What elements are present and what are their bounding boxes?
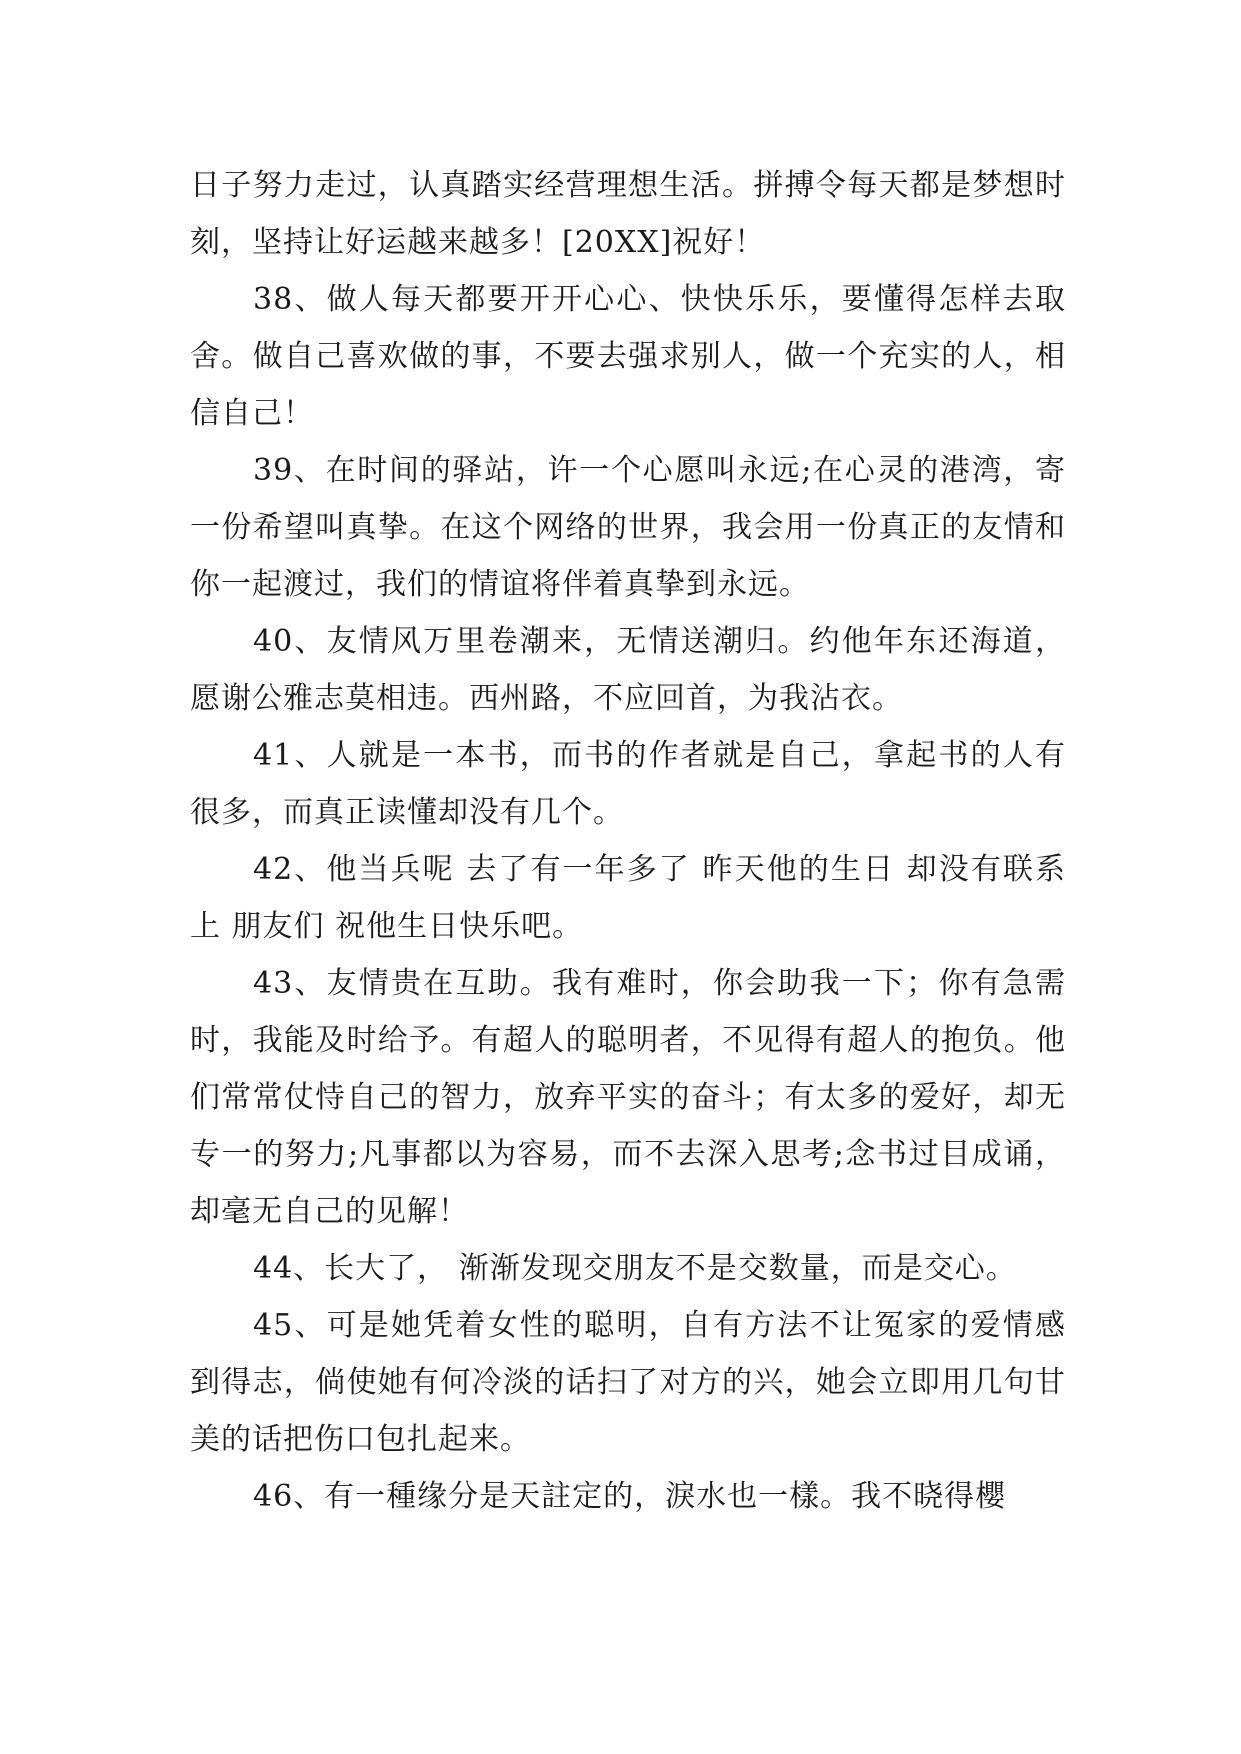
paragraph-37-continuation: 日子努力走过，认真踏实经营理想生活。拼搏令每天都是梦想时刻，坚持让好运越来越多！[20XX]祝好！ <box>190 168 1066 260</box>
document-body <box>190 157 1066 1525</box>
paragraph-43: 43、友情贵在互助。我有难时，你会助我一下；你有急需时，我能及时给予。有超人的聪明者，不见得有超人的抱负。他们常常仗恃自己的智力，放弃平实的奋斗；有太多的爱好，却无专一的努力;凡事都以为容易，而不去深入思考;念书过目成诵，却毫无自己的见解！ <box>190 966 1066 1229</box>
paragraph-38: 38、做人每天都要开开心心、快快乐乐，要懂得怎样去取舍。做自己喜欢做的事，不要去强求别人，做一个充实的人，相信自己！ <box>190 282 1066 431</box>
paragraph-40: 40、友情风万里卷潮来，无情送潮归。约他年东还海道，愿谢公雅志莫相违。西州路，不应回首，为我沾衣。 <box>190 624 1066 716</box>
paragraph-39: 39、在时间的驿站，许一个心愿叫永远;在心灵的港湾，寄一份希望叫真挚。在这个网络的世界，我会用一份真正的友情和你一起渡过，我们的情谊将伴着真挚到永远。 <box>190 453 1066 602</box>
paragraph-46: 46、有一種缘分是天註定的，淚水也一樣。我不晓得櫻 <box>253 1479 1007 1514</box>
paragraph-42: 42、他当兵呢 去了有一年多了 昨天他的生日 却没有联系上 朋友们 祝他生日快乐吧。 <box>190 852 1066 944</box>
paragraph-44: 44、长大了， 渐渐发现交朋友不是交数量，而是交心。 <box>253 1251 1017 1286</box>
paragraph-41: 41、人就是一本书，而书的作者就是自己，拿起书的人有很多，而真正读懂却没有几个。 <box>190 738 1066 830</box>
paragraph-45: 45、可是她凭着女性的聪明，自有方法不让冤家的爱情感到得志，倘使她有何冷淡的话扫了对方的兴，她会立即用几句甘美的话把伤口包扎起来。 <box>190 1308 1066 1457</box>
